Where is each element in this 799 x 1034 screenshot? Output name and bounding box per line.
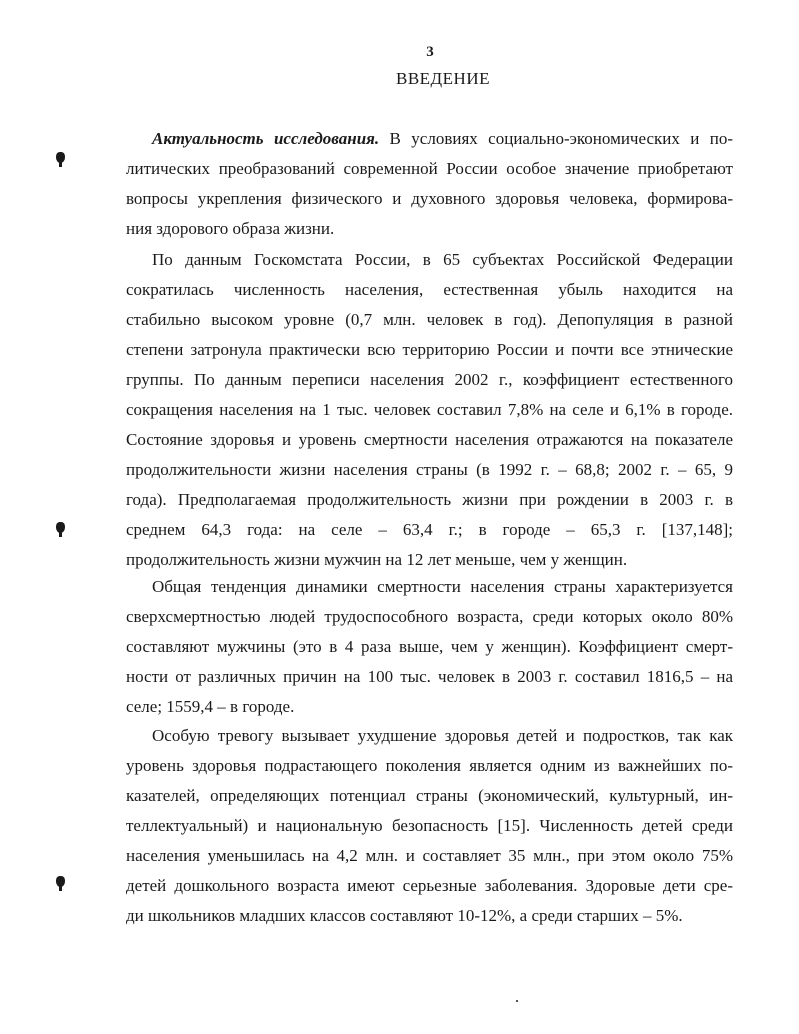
paragraph-2-line-9: года). Предполагаемая продолжительность жизни при рождении в 2003 г. в	[126, 490, 733, 509]
paragraph-3-line-4: ности от различных причин на 100 тыс. человек в 2003 г. составил 1816,5 – на	[126, 667, 733, 686]
paragraph-1-line-2: литических преобразований современной России особое значение приобретают	[126, 159, 733, 178]
paragraph-2-line-8: продолжительности жизни населения страны (в 1992 г. – 68,8; 2002 г. – 65, 9	[126, 460, 733, 479]
binding-mark-icon	[56, 152, 65, 163]
paragraph-3-line-5: селе; 1559,4 – в городе.	[126, 697, 295, 716]
paragraph-3-line-3: составляют мужчины (это в 4 раза выше, чем у женщин). Коэффициент смерт-	[126, 637, 733, 656]
paragraph-4-line-4: теллектуальный) и национальную безопасность [15]. Численность детей среди	[126, 816, 733, 835]
paragraph-3-line-1: Общая тенденция динамики смертности населения страны характеризуется	[152, 577, 733, 596]
paragraph-1-line-1-text: В условиях социально-экономических и по-	[379, 129, 734, 148]
paragraph-2-line-1: По данным Госкомстата России, в 65 субъектах Российской Федерации	[152, 250, 733, 269]
section-heading: ВВЕДЕНИЕ	[396, 69, 490, 88]
paragraph-4-line-6: детей дошкольного возраста имеют серьезные заболевания. Здоровые дети сре-	[126, 876, 733, 895]
binding-mark-icon	[56, 522, 65, 533]
page-number: 3	[426, 44, 434, 60]
paragraph-2-line-2: сократилась численность населения, естественная убыль находится на	[126, 280, 733, 299]
binding-mark-icon	[56, 876, 65, 887]
paragraph-2-line-3: стабильно высоком уровне (0,7 млн. человек в год). Депопуляция в разной	[126, 310, 733, 329]
paragraph-1-line-3: вопросы укрепления физического и духовного здоровья человека, формирова-	[126, 189, 733, 208]
paragraph-2-line-10: среднем 64,3 года: на селе – 63,4 г.; в городе – 65,3 г. [137,148];	[126, 520, 733, 539]
paragraph-4-line-5: населения уменьшилась на 4,2 млн. и составляет 35 млн., при этом около 75%	[126, 846, 733, 865]
scan-speck	[516, 1000, 518, 1002]
paragraph-4-line-3: казателей, определяющих потенциал страны (экономический, культурный, ин-	[126, 786, 733, 805]
paragraph-2-line-6: сокращения населения на 1 тыс. человек составил 7,8% на селе и 6,1% в городе.	[126, 400, 733, 419]
paragraph-1-line-1	[152, 124, 733, 154]
paragraph-4-line-2: уровень здоровья подрастающего поколения является одним из важнейших по-	[126, 756, 733, 775]
paragraph-2-line-11: продолжительность жизни мужчин на 12 лет меньше, чем у женщин.	[126, 550, 628, 569]
paragraph-3-line-2: сверхсмертностью людей трудоспособного возраста, среди которых около 80%	[126, 607, 733, 626]
paragraph-2-line-5: группы. По данным переписи населения 2002 г., коэффициент естественного	[126, 370, 733, 389]
paragraph-4-line-1: Особую тревогу вызывает ухудшение здоровья детей и подростков, так как	[152, 726, 733, 745]
paragraph-2-line-7: Состояние здоровья и уровень смертности населения отражаются на показателе	[126, 430, 733, 449]
paragraph-1-line-4: ния здорового образа жизни.	[126, 219, 335, 238]
paragraph-1-lead: Актуальность исследования.	[152, 129, 380, 148]
paragraph-2-line-4: степени затронула практически всю территорию России и почти все этнические	[126, 340, 733, 359]
paragraph-4-line-7: ди школьников младших классов составляют 10-12%, а среди старших – 5%.	[126, 906, 683, 925]
